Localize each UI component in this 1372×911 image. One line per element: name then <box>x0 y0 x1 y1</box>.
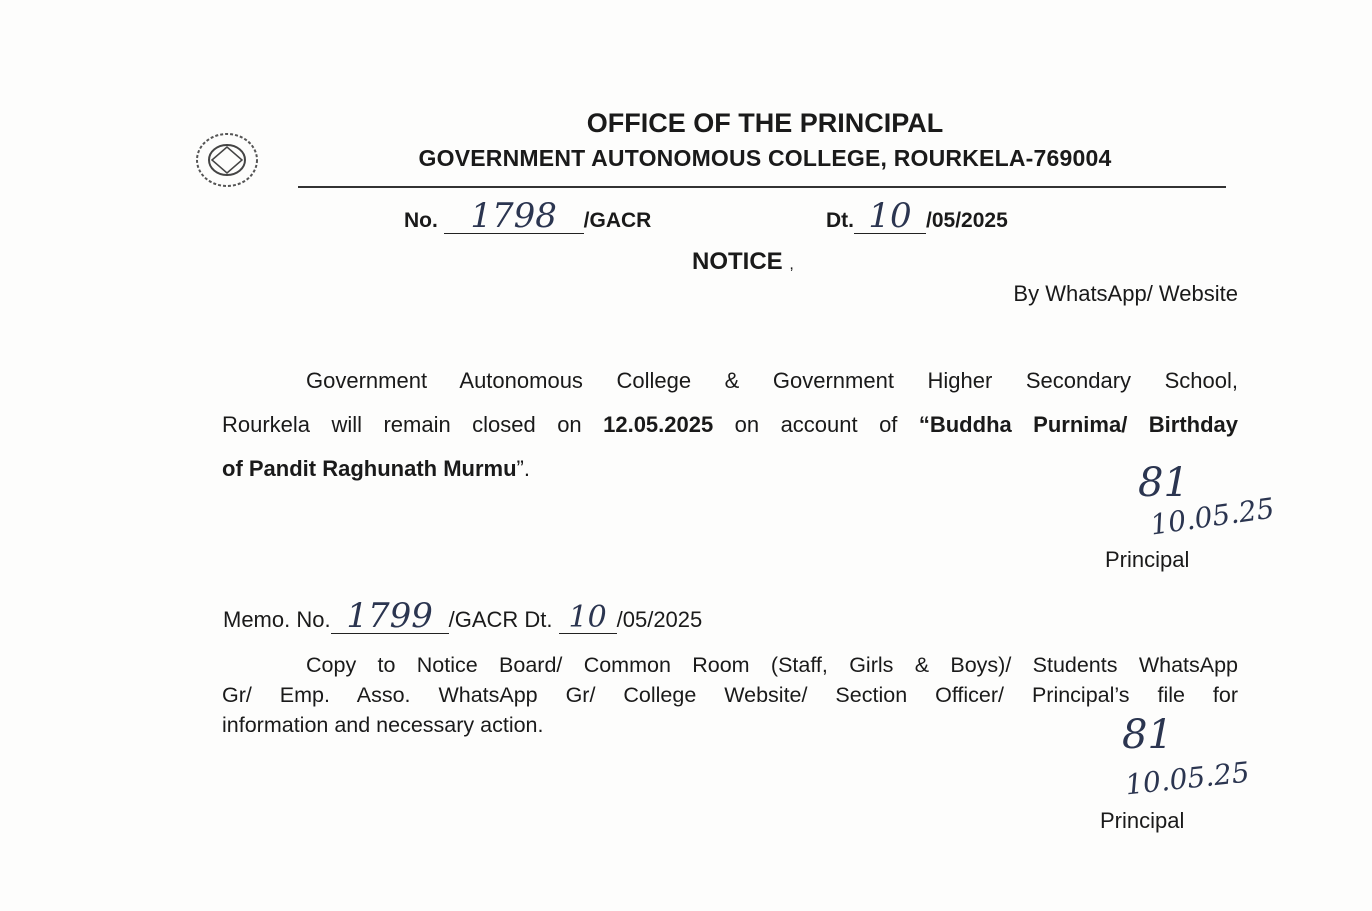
memo-label: Memo. No. <box>223 607 331 632</box>
signature-initials: 81 <box>1122 712 1173 758</box>
signature-date: 10.05.25 <box>1148 491 1277 542</box>
notice-title: NOTICE <box>692 248 783 275</box>
no-label: No. <box>404 209 438 232</box>
notice-body <box>222 368 1238 482</box>
dt-label: Dt. <box>826 209 854 232</box>
closure-date: 12.05.2025 <box>603 412 714 437</box>
memo-date-suffix: /05/2025 <box>616 607 703 632</box>
reference-number <box>404 196 652 236</box>
handwritten-memo-date: 10 <box>568 600 607 635</box>
notice-mark: , <box>789 256 794 273</box>
copy-line-2: Gr/ Emp. Asso. WhatsApp Gr/ College Website/ Section Officer/ Principal’s file for <box>222 683 1238 707</box>
body-text: ”. <box>516 456 530 481</box>
memo-suffix: /GACR Dt. <box>448 607 553 632</box>
occasion-name: “Buddha Purnima/ Birthday <box>918 412 1238 437</box>
body-text: on account of <box>713 412 919 437</box>
body-text: Rourkela will remain closed on <box>222 412 604 437</box>
memo-reference <box>223 596 703 636</box>
distribution-channel: By WhatsApp/ Website <box>1013 281 1238 306</box>
signatory-title: Principal <box>1105 547 1190 572</box>
handwritten-date: 10 <box>868 196 912 236</box>
handwritten-ref-number: 1798 <box>470 196 557 236</box>
handwritten-memo-number: 1799 <box>346 596 433 636</box>
copy-line-3: information and necessary action. <box>222 713 544 737</box>
body-line-2 <box>222 412 1238 456</box>
college-seal-logo <box>188 130 266 190</box>
signature-date: 10.05.25 <box>1123 755 1252 802</box>
institution-name: GOVERNMENT AUTONOMOUS COLLEGE, ROURKELA-769004 <box>418 145 1112 171</box>
signatory-title: Principal <box>1100 808 1185 833</box>
body-line-1: Government Autonomous College & Government Higher Secondary School, <box>306 368 1238 393</box>
occasion-name-cont: of Pandit Raghunath Murmu <box>222 456 517 481</box>
notice-heading <box>692 248 794 276</box>
ref-suffix: /GACR <box>583 209 652 232</box>
header-divider <box>298 186 1226 188</box>
reference-date <box>826 196 1008 236</box>
office-title: OFFICE OF THE PRINCIPAL <box>586 108 944 138</box>
copy-to-paragraph <box>222 653 1238 738</box>
copy-line-1: Copy to Notice Board/ Common Room (Staff, Girls & Boys)/ Students WhatsApp <box>306 653 1238 677</box>
body-line-3 <box>222 456 1238 482</box>
signature-initials: 81 <box>1138 460 1189 506</box>
date-suffix: /05/2025 <box>926 209 1008 232</box>
